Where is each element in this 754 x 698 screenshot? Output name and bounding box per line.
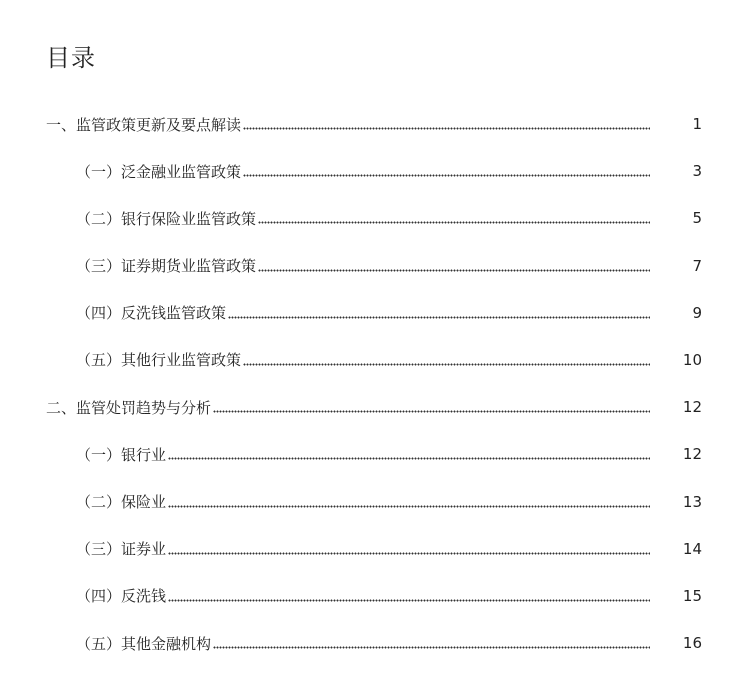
dot-leader	[168, 444, 650, 464]
toc-entry[interactable]	[0, 155, 754, 202]
toc-entry-page: 10	[682, 350, 702, 369]
toc-entry[interactable]	[0, 250, 754, 297]
toc-entry-page: 12	[682, 398, 702, 417]
toc-entry[interactable]	[0, 627, 754, 674]
toc-entry-page: 13	[682, 492, 702, 511]
toc-entry-text: 一、监管政策更新及要点解读	[46, 115, 242, 134]
dot-leader	[168, 586, 650, 606]
dot-leader	[258, 256, 650, 276]
dot-leader	[168, 539, 650, 559]
dot-leader	[258, 208, 650, 228]
toc-entry-text: （一）银行业	[76, 445, 167, 464]
toc-entry-page: 3	[692, 162, 702, 181]
dot-leader	[243, 114, 650, 134]
toc-entry[interactable]	[0, 486, 754, 533]
dot-leader	[168, 492, 650, 512]
toc-entry-text: （五）其他行业监管政策	[76, 351, 242, 370]
dot-leader	[213, 633, 650, 653]
toc-entry[interactable]	[0, 108, 754, 155]
toc-entry[interactable]	[0, 202, 754, 249]
toc-entry[interactable]	[0, 391, 754, 438]
toc-entry-page: 1	[692, 115, 702, 133]
toc-entry-text: 二、监管处罚趋势与分析	[46, 398, 212, 417]
toc-entry-page: 5	[692, 209, 702, 228]
dot-leader	[243, 161, 650, 181]
toc-entry-page: 9	[692, 303, 702, 322]
toc-entry-text: （五）其他金融机构	[76, 634, 212, 653]
toc-entry[interactable]	[0, 438, 754, 485]
dot-leader	[243, 350, 650, 370]
toc-entry[interactable]	[0, 533, 754, 580]
toc-entry-text: （二）保险业	[76, 493, 167, 511]
toc-entry-page: 16	[682, 634, 702, 653]
toc-entry-text: （四）反洗钱	[76, 587, 167, 606]
dot-leader	[213, 397, 650, 417]
toc-entry-text: （四）反洗钱监管政策	[76, 304, 227, 323]
toc-entry-text: （三）证券期货业监管政策	[76, 257, 257, 276]
dot-leader	[228, 303, 650, 323]
toc-entry[interactable]	[0, 344, 754, 391]
toc-entry-page: 12	[682, 445, 702, 464]
toc-entry[interactable]	[0, 297, 754, 344]
toc-entry-page: 15	[682, 586, 702, 605]
toc-entry-text: （一）泛金融业监管政策	[76, 162, 242, 181]
toc-entry[interactable]	[0, 580, 754, 627]
toc-entry-text: （三）证券业	[76, 540, 167, 559]
toc-entry-page: 14	[682, 539, 702, 558]
toc-title: 目录	[46, 44, 96, 72]
toc-entry-text: （二）银行保险业监管政策	[76, 209, 257, 228]
toc-list	[0, 108, 754, 674]
toc-entry-page: 7	[692, 256, 702, 275]
